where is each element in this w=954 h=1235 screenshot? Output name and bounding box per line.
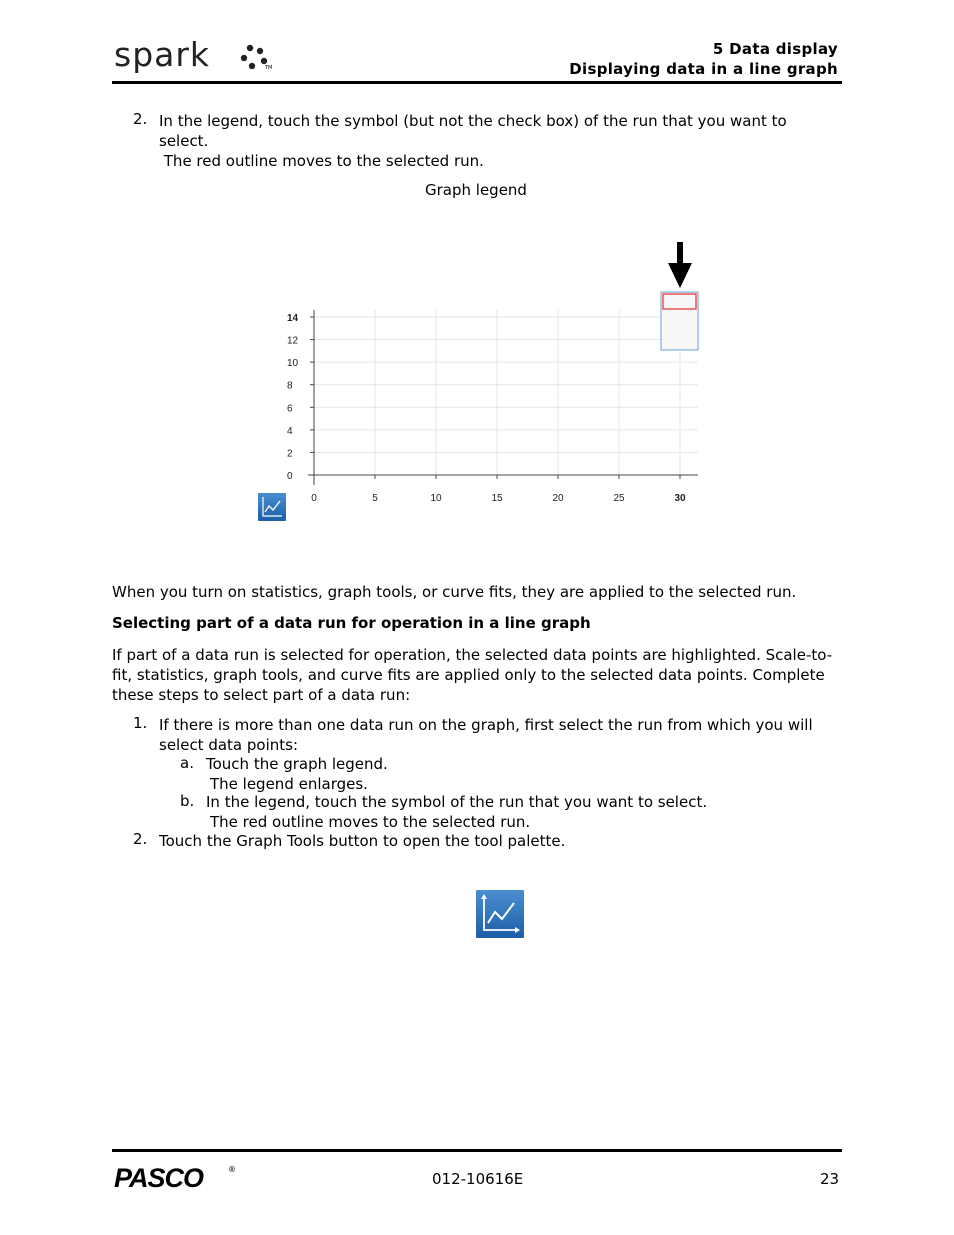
pasco-logo: PASCO <box>114 1163 204 1193</box>
spark-logo: spark <box>114 35 211 74</box>
x-tick-label: 5 <box>372 493 378 504</box>
section-title: Displaying data in a line graph <box>569 60 838 78</box>
y-tick-label: 14 <box>287 313 299 324</box>
chapter-title: 5 Data display <box>712 40 838 58</box>
down-arrow-icon <box>668 242 692 288</box>
trademark: TM <box>265 65 273 71</box>
step-text: select data points: <box>159 736 299 754</box>
substep-letter: b. <box>180 792 195 810</box>
y-tick-label: 8 <box>287 380 293 392</box>
header-rule <box>112 81 842 84</box>
registered-mark: ® <box>228 1165 236 1174</box>
paragraph: When you turn on statistics, graph tools, or curve fits, they are applied to the selected run. <box>112 583 797 601</box>
x-tick-label: 0 <box>311 493 317 504</box>
x-tick-label: 15 <box>491 493 503 504</box>
paragraph: these steps to select part of a data run: <box>112 686 411 704</box>
step-number: 2. <box>133 110 148 128</box>
paragraph: If part of a data run is selected for operation, the selected data points are highlighted. Scale-to- <box>112 646 833 664</box>
x-tick-label: 20 <box>552 493 564 504</box>
page-number: 23 <box>820 1170 840 1188</box>
section-heading: Selecting part of a data run for operation in a line graph <box>112 614 591 632</box>
x-tick-label: 30 <box>674 493 686 504</box>
paragraph: fit, statistics, graph tools, and curve fits are applied only to the selected data points. Complete <box>112 666 825 684</box>
y-tick-labels <box>287 313 314 482</box>
step-result: The red outline moves to the selected run. <box>159 152 484 170</box>
substep-text: In the legend, touch the symbol of the run that you want to select. <box>206 793 708 811</box>
step-number: 1. <box>133 714 148 732</box>
y-tick-label: 6 <box>287 403 293 415</box>
y-tick-label: 0 <box>287 471 293 482</box>
chart-grid <box>314 310 698 475</box>
step-text: If there is more than one data run on the graph, first select the run from which you will <box>159 716 813 734</box>
footer-rule <box>112 1149 842 1152</box>
step-number: 2. <box>133 830 148 848</box>
step-text: Touch the Graph Tools button to open the tool palette. <box>159 832 566 850</box>
y-tick-label: 2 <box>287 448 293 460</box>
document-number: 012-10616E <box>432 1170 524 1188</box>
step-text: select. <box>159 132 209 150</box>
y-tick-label: 10 <box>287 358 299 370</box>
graph-tools-button-icon[interactable] <box>476 890 524 938</box>
figure-caption: Graph legend <box>425 181 527 199</box>
step-text: In the legend, touch the symbol (but not the check box) of the run that you want to <box>159 112 787 130</box>
substep-text: Touch the graph legend. <box>206 755 388 773</box>
substep-result: The red outline moves to the selected run. <box>210 813 531 831</box>
x-tick-labels <box>311 475 686 504</box>
y-tick-label: 12 <box>287 335 299 347</box>
x-tick-label: 10 <box>430 493 442 504</box>
x-tick-label: 25 <box>613 493 625 504</box>
graph-legend-box[interactable] <box>661 292 698 350</box>
graph-legend-figure <box>250 235 710 530</box>
graph-tools-icon[interactable] <box>258 493 286 521</box>
substep-letter: a. <box>180 754 194 772</box>
y-tick-label: 4 <box>287 425 293 437</box>
substep-result: The legend enlarges. <box>210 775 368 793</box>
